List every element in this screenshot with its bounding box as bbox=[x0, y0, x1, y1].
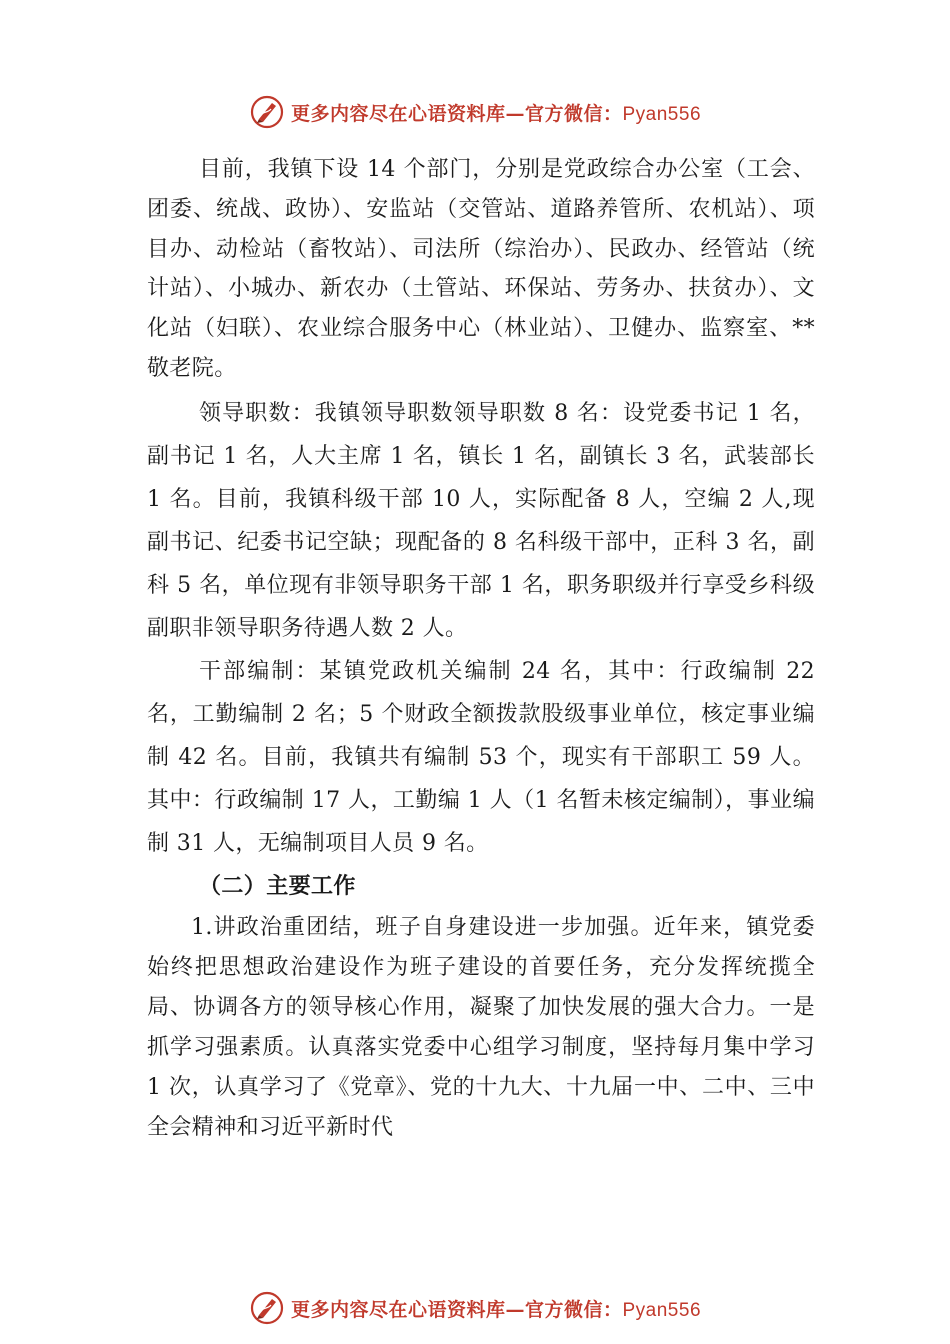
pen-logo-icon bbox=[249, 1290, 285, 1326]
paragraph-main-work: 1.讲政治重团结，班子自身建设进一步加强。近年来，镇党委始终把思想政治建设作为班子建设的首要任务，充分发挥统揽全局、协调各方的领导核心作用，凝聚了加快发展的强大合力。一是抓学习强素质。认真落实党委中心组学习制度，坚持每月集中学习 1 次，认真学习了《党章》、党的十九大、十九届一中、二中、三中全会精神和习近平新时代 bbox=[147, 914, 815, 1140]
watermark-footer bbox=[0, 1290, 950, 1326]
wechat-account: Pyan556 bbox=[622, 103, 702, 125]
paragraph-leadership-positions: 领导职数：我镇领导职数领导职数 8 名：设党委书记 1 名，副书记 1 名，人大主席 1 名，镇长 1 名，副镇长 3 名，武装部长 1 名。目前，我镇科级干部 10 人，实际配备 8 人，空编 2 人,现副书记、纪委书记空缺；现配备的 8 名科级干部中，正科 3 名，副科 5 名，单位现有非领导职务干部 1 名，职务职级并行享受乡科级副职非领导职务待遇人数 2 人。 bbox=[147, 400, 815, 641]
watermark-header bbox=[0, 94, 950, 130]
watermark-label: 更多内容尽在心语资料库—官方微信： bbox=[290, 102, 623, 125]
watermark-label: 更多内容尽在心语资料库—官方微信： bbox=[290, 1298, 623, 1321]
paragraph-departments: 目前，我镇下设 14 个部门，分别是党政综合办公室（工会、团委、统战、政协）、安监站（交管站、道路养管所、农机站）、项目办、动检站（畜牧站）、司法所（综治办）、民政办、经管站（统计站）、小城办、新农办（土管站、环保站、劳务办、扶贫办）、文化站（妇联）、农业综合服务中心（林业站）、卫健办、监察室、**敬老院。 bbox=[147, 157, 815, 381]
section-heading: （二）主要工作 bbox=[199, 872, 356, 899]
wechat-account: Pyan556 bbox=[622, 1299, 702, 1321]
watermark-text bbox=[291, 1295, 701, 1322]
watermark-text bbox=[291, 99, 701, 126]
paragraph-staffing: 干部编制：某镇党政机关编制 24 名，其中：行政编制 22 名，工勤编制 2 名；5 个财政全额拨款股级事业单位，核定事业编制 42 名。目前，我镇共有编制 53 个，现实有干部职工 59 人。其中：行政编制 17 人，工勤编 1 人（1 名暂未核定编制），事业编制 31 人，无编制项目人员 9 名。 bbox=[147, 658, 815, 856]
document-body bbox=[147, 150, 815, 1148]
pen-logo-icon bbox=[249, 94, 285, 130]
